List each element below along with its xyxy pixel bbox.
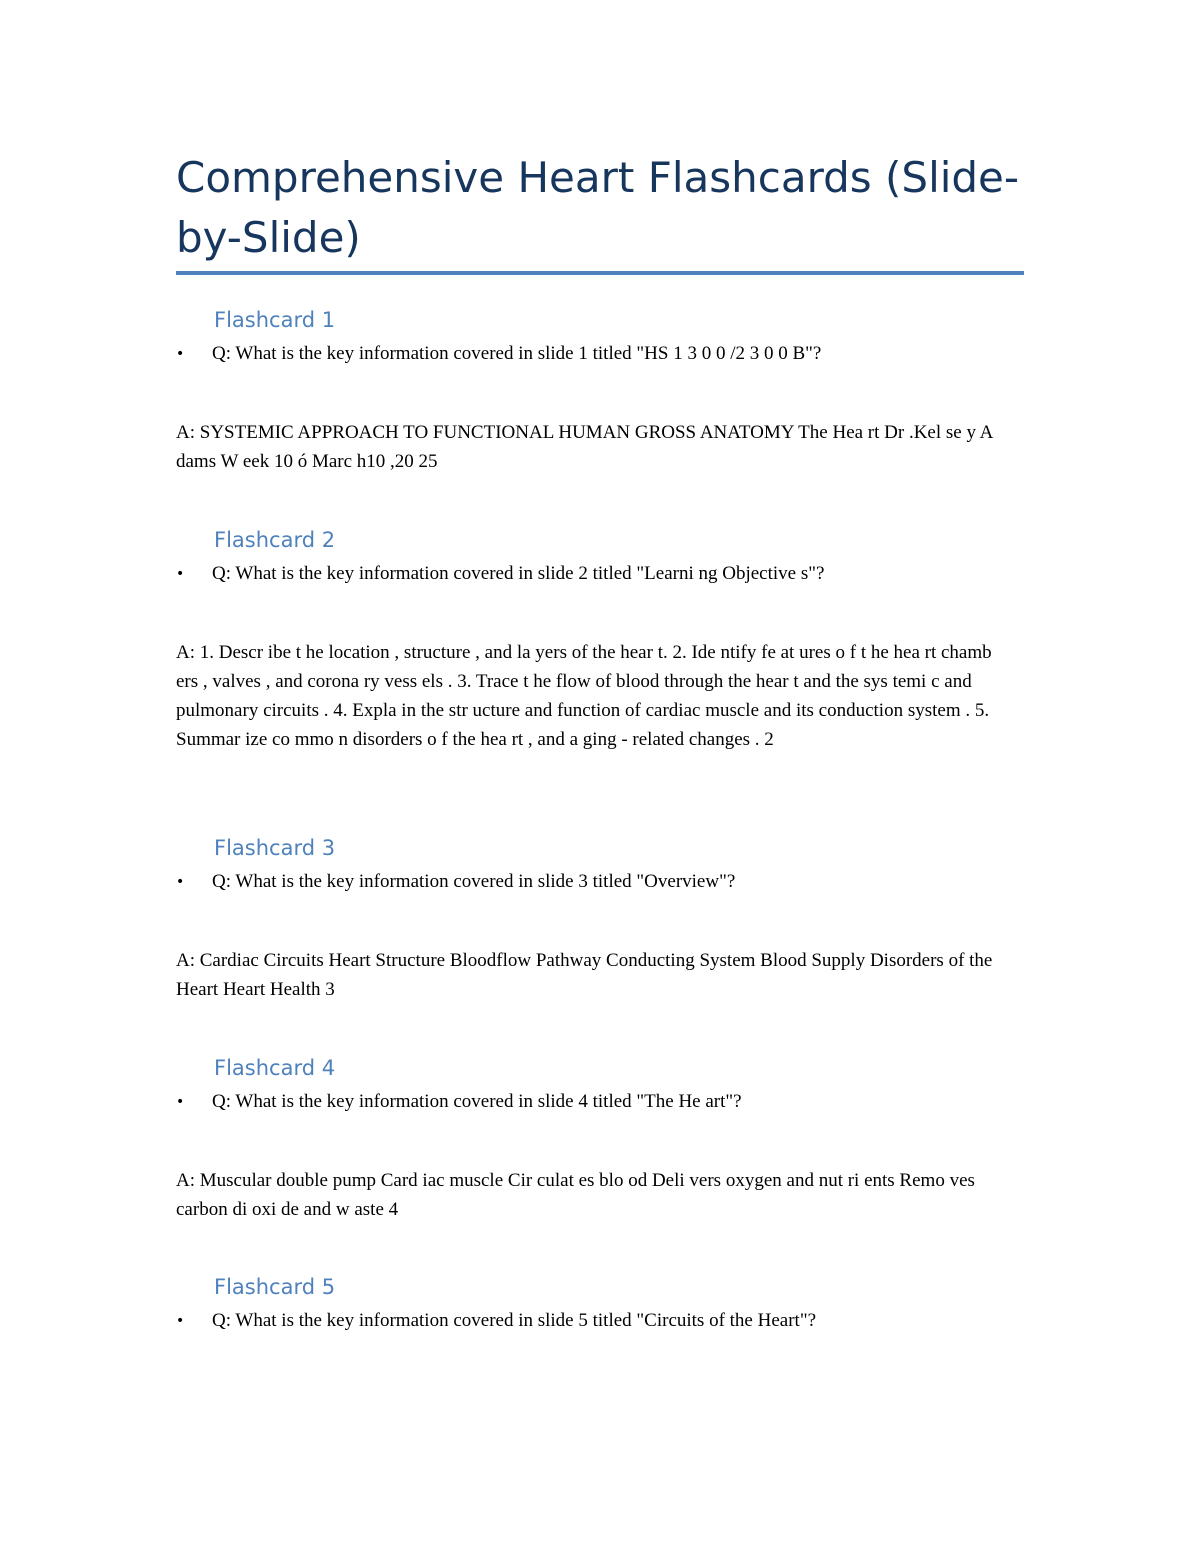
flashcard-heading: Flashcard 1 bbox=[214, 308, 336, 332]
flashcard-answer: A: SYSTEMIC APPROACH TO FUNCTIONAL HUMAN GROSS ANATOMY The Hea rt Dr .Kel se y A dams W eek 10 ó Marc h10 ,20 25 bbox=[176, 422, 993, 472]
flashcard-heading: Flashcard 3 bbox=[214, 836, 336, 860]
bullet-icon: • bbox=[176, 1094, 185, 1110]
question-text: Q: What is the key information covered in slide 5 titled "Circuits of the Heart"? bbox=[212, 1310, 817, 1331]
question-text: Q: What is the key information covered in slide 2 titled "Learni ng Objective s"? bbox=[212, 563, 825, 584]
question-text: Q: What is the key information covered in slide 1 titled "HS 1 3 0 0 /2 3 0 0 B"? bbox=[212, 343, 822, 364]
flashcard-answer: A: Muscular double pump Card iac muscle Cir culat es blo od Deli vers oxygen and nut ri ents Remo ves carbon di oxi de and w aste 4 bbox=[176, 1170, 975, 1220]
question-text: Q: What is the key information covered in slide 3 titled "Overview"? bbox=[212, 871, 736, 892]
bullet-icon: • bbox=[176, 346, 185, 362]
flashcard-answer: A: 1. Descr ibe t he location , structure , and la yers of the hear t. 2. Ide ntify fe at ures o f t he hea rt chamb ers , valves , and corona ry vess els . 3. Trace t he flow of blood through the hear t and the sys temi c and pulmonary circuits . 4. Expla in the str ucture and function of cardiac muscle and its conduction system . 5. Summar ize co mmo n disorders o f the hea rt , and a ging - related changes . 2 bbox=[176, 642, 992, 750]
bullet-icon: • bbox=[176, 1313, 185, 1329]
flashcard-heading: Flashcard 4 bbox=[214, 1056, 336, 1080]
bullet-icon: • bbox=[176, 566, 185, 582]
flashcard-answer: A: Cardiac Circuits Heart Structure Bloodflow Pathway Conducting System Blood Supply Disorders of the Heart Heart Health 3 bbox=[176, 950, 993, 1000]
question-text: Q: What is the key information covered in slide 4 titled "The He art"? bbox=[212, 1091, 742, 1112]
bullet-icon: • bbox=[176, 874, 185, 890]
flashcard-heading: Flashcard 5 bbox=[214, 1275, 336, 1299]
title-underline-rule bbox=[176, 271, 1024, 275]
document-title: Comprehensive Heart Flashcards (Slide-by-Slide) bbox=[176, 153, 1020, 262]
flashcard-heading: Flashcard 2 bbox=[214, 528, 336, 552]
